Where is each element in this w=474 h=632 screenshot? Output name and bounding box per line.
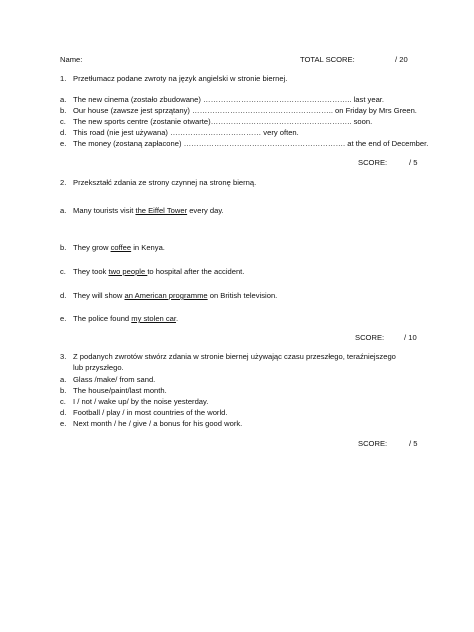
section-2-number: 2. [60, 178, 67, 187]
underlined-phrase: the Eiffel Tower [135, 206, 188, 215]
exercise-item: They took two people to hospital after the accident. [73, 267, 245, 276]
section-3-score-value: / 5 [409, 439, 418, 448]
section-3-score-label: SCORE: [358, 439, 388, 448]
total-score-label: TOTAL SCORE: [300, 55, 355, 64]
item-letter: b. [60, 106, 67, 115]
exercise-item: Our house (zawsze jest sprzątany) ……………………………………………….. on Friday by Mrs Green. [73, 106, 417, 115]
section-2-instruction: Przekształć zdania ze strony czynnej na stronę bierną. [73, 178, 257, 187]
exercise-item: Next month / he / give / a bonus for his good work. [73, 419, 243, 428]
exercise-item: This road (nie jest używana) ……………………………… very often. [73, 128, 299, 137]
item-letter: d. [60, 291, 67, 300]
exercise-item: The new cinema (zostało zbudowane) ………………………………………………….. last year. [73, 95, 385, 104]
item-letter: d. [60, 128, 67, 137]
item-letter: d. [60, 408, 67, 417]
exercise-item: The house/paint/last month. [73, 386, 167, 395]
section-3-instruction-line-2: lub przyszłego. [73, 363, 124, 372]
exercise-item: They grow coffee in Kenya. [73, 243, 165, 252]
section-1-instruction: Przetłumacz podane zwroty na język angielski w stronie biernej. [73, 74, 288, 83]
item-letter: b. [60, 243, 67, 252]
exercise-item: The police found my stolen car. [73, 314, 179, 323]
item-letter: a. [60, 95, 67, 104]
name-label: Name: [60, 55, 83, 64]
item-letter: b. [60, 386, 67, 395]
section-1-score-label: SCORE: [358, 158, 388, 167]
item-letter: c. [60, 267, 66, 276]
underlined-phrase: two people [108, 267, 148, 276]
section-1-number: 1. [60, 74, 67, 83]
underlined-phrase: coffee [110, 243, 132, 252]
item-letter: a. [60, 206, 67, 215]
section-3-instruction-line-1: Z podanych zwrotów stwórz zdania w stronie biernej używając czasu przeszłego, teraźniejszego [73, 352, 396, 361]
exercise-item: The money (zostaną zapłacone) ………………………………………………………. at the end of December. [73, 139, 429, 148]
underlined-phrase: my stolen car [131, 314, 177, 323]
section-2-score-value: / 10 [404, 333, 417, 342]
exercise-item: Many tourists visit the Eiffel Tower every day. [73, 206, 224, 215]
item-letter: a. [60, 375, 67, 384]
section-2-score-label: SCORE: [355, 333, 385, 342]
item-letter: e. [60, 139, 67, 148]
item-letter: c. [60, 397, 66, 406]
exercise-item: Football / play / in most countries of the world. [73, 408, 228, 417]
exercise-item: I / not / wake up/ by the noise yesterday. [73, 397, 209, 406]
section-1-score-value: / 5 [409, 158, 418, 167]
total-score-value: / 20 [395, 55, 408, 64]
item-letter: e. [60, 419, 67, 428]
exercise-item: The new sports centre (zostanie otwarte)……………………………………………….. soon. [73, 117, 373, 126]
item-letter: e. [60, 314, 67, 323]
item-letter: c. [60, 117, 66, 126]
underlined-phrase: an American programme [124, 291, 208, 300]
section-3-number: 3. [60, 352, 67, 361]
exercise-item: They will show an American programme on British television. [73, 291, 278, 300]
exercise-item: Glass /make/ from sand. [73, 375, 156, 384]
